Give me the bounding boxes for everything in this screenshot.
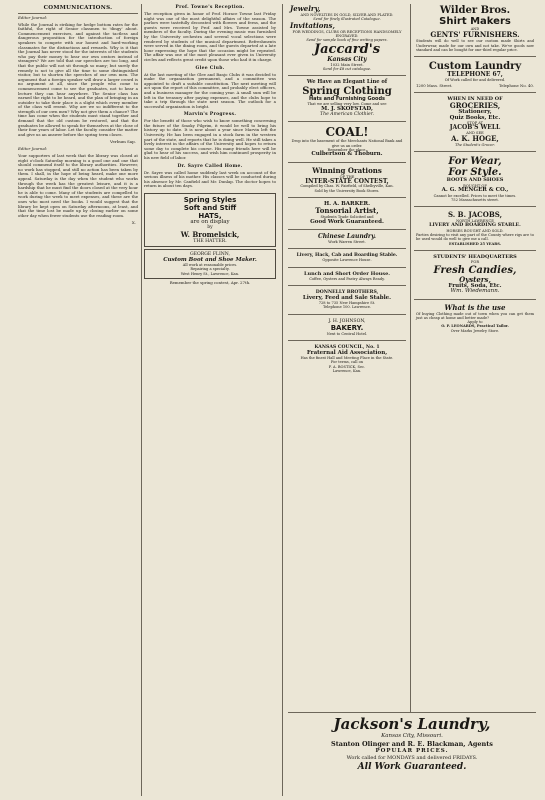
- column-rule: [410, 4, 411, 796]
- ad-line: STOP AT: [466, 121, 484, 126]
- ad-line: JACOB'S WELL: [449, 124, 501, 132]
- wilder-bros-advertisement: [414, 3, 536, 54]
- ad-line: Good Work Guaranteed.: [310, 218, 384, 225]
- ad-line: O. P. LEONARDS, Practical Tailor.: [441, 324, 509, 329]
- ad-line: GROCERIES,: [449, 101, 501, 111]
- column-news: [144, 0, 276, 800]
- article-header: Dr. Sayre Called Home.: [177, 163, 243, 169]
- ad-line: AND NOVELTIES IN GOLD, SILVER AND PLATED.: [300, 13, 394, 17]
- tailor-advertisement: [414, 302, 536, 335]
- livery-advertisement: [288, 251, 406, 265]
- letter-signature: Verbum Sap.: [110, 139, 136, 145]
- divider: [288, 248, 406, 249]
- ad-line: Has the finest Hall and Meeting Place in the State.: [300, 356, 394, 361]
- ad-line: Soft and Stiff: [183, 204, 237, 212]
- divider: [288, 162, 406, 163]
- ad-line: DONNELLY BROTHERS,: [315, 290, 379, 296]
- ad-line: TELEPHONE 67,: [447, 71, 503, 79]
- ad-line: NORTH LAWRENCE: [456, 219, 494, 224]
- divider: [288, 340, 406, 341]
- ad-line: HORSES BOUGHT AND SOLD.: [446, 228, 504, 233]
- ad-line: KANSAS COUNCIL, No. 1: [314, 345, 380, 351]
- divider: [18, 13, 138, 14]
- ad-line: Spring Clothing: [302, 85, 392, 97]
- ad-line: 1200 Mass. Street.: [416, 82, 453, 88]
- divider: [414, 151, 536, 152]
- ad-line: Coffee, Oysters and Pastry Always Ready.: [309, 276, 385, 281]
- ad-line: Lunch and Short Order House.: [303, 270, 391, 277]
- ad-line: Hats and Furnishing Goods: [308, 95, 386, 102]
- article-header: Prof. Towne's Reception.: [175, 5, 245, 10]
- ad-line: M. J. SKOFSTAD,: [321, 105, 373, 112]
- letter-body: Your supporters of last week that the library was closed at eight o'clock Saturday morning is a good one and one that should commend itself to the library authorities. However, no work has stopped, and still no action has been taken by them. I shall, in the hope of being heard, make one more appeal. Saturday is the day when the student who works through the week has the greatest leisure, and it is a hardship that he must find the doors closed at the very hour he is able to come. Many of the students are compelled to work during the week to meet expenses, and these are the ones who most need the books. I would suggest that the library be kept open on Saturday afternoons, at least, and that the time lost be made up by closing earlier on some other day when fewer students use the reading room.: [18, 153, 138, 218]
- divider: [288, 229, 406, 230]
- article-body: The reception given in honor of Prof. Horace Towne last Friday night was one of the most delightful affairs of the season. The parlors were tastefully decorated with flowers and ferns, and the guests were received by Prof. and Mrs. Towne assisted by members of the faculty. During the evening music was furnished by the University orchestra and several vocal selections were rendered by students of the musical department. Refreshments were served in the dining room, and the guests departed at a late hour expressing the hope that the occasion might be repeated. The affair was one of the most pleasant ever given in University circles and reflects great credit upon those who had it in charge.: [144, 11, 276, 62]
- jewelry-advertisement: [288, 3, 406, 73]
- ad-line: Repairing a specialty.: [190, 267, 230, 272]
- ad-line: POPULAR PRICES.: [375, 748, 449, 754]
- divider: [414, 206, 536, 207]
- ad-line: Work called for MONDAYS and delivered FRIDAYS.: [346, 755, 478, 761]
- letter-salutation: Editor Journal:: [18, 146, 48, 152]
- ad-line: FOR WEDDINGS, CLUBS OR RECEPTIONS HANDSOMELY ENGRAVED.: [292, 29, 402, 38]
- ad-line: Over Marks Jewelry Store.: [450, 328, 500, 333]
- ad-line: Next to Central Hotel.: [326, 332, 368, 337]
- column-ads-center: [288, 0, 406, 800]
- ad-line: BOOTS AND SHOES: [446, 177, 504, 184]
- ad-line: Telephone No. 40.: [498, 82, 534, 88]
- divider: [288, 267, 406, 268]
- ad-line: Invitations,: [290, 20, 335, 30]
- ad-line: Oysters,: [459, 274, 491, 284]
- laundry-advertisement: [288, 232, 406, 246]
- candies-advertisement: [414, 253, 536, 297]
- ad-line: Apply to: [467, 320, 483, 325]
- ad-line: Drop into the basement of the Merchants National Bank and give us an order.: [291, 139, 403, 148]
- ad-line: Of Work called for and delivered.: [444, 77, 506, 82]
- jaccards-logo: Jaccard's: [313, 42, 381, 58]
- ad-line: All Work Guaranteed.: [357, 762, 467, 772]
- ad-line: Stanton Olinger and R. E. Blackman, Agents: [331, 740, 493, 748]
- ad-line: Culbertson & Thoburn.: [311, 151, 383, 158]
- hat-advertisement: [144, 193, 276, 247]
- ad-line: FOR: [470, 260, 480, 265]
- column-ads-right: [414, 0, 536, 800]
- ad-line: Fruits, Soda, Etc.: [448, 282, 502, 289]
- ad-line: A. G. MENGER & CO.,: [441, 187, 509, 194]
- ad-line: Students will do well to see our custom made Shirts and Underwear, made for our own and not take. We've goods now standard and can be bought for one-third regular price.: [416, 39, 534, 52]
- ad-line: Winning Orations: [312, 165, 382, 175]
- ad-line: H. A. BARKER.: [323, 201, 371, 207]
- letter-signature: X.: [131, 220, 136, 226]
- column-communications: [18, 0, 138, 800]
- ad-name: W. Bromelsick,: [180, 229, 240, 239]
- ad-line: For Wear,: [448, 156, 502, 168]
- ad-line: Telephone 100. Lawrence.: [322, 305, 372, 310]
- ad-line: OF THE: [339, 174, 355, 179]
- ad-line: A. K. HOGE,: [451, 134, 499, 144]
- ad-line: Fresh Candies,: [433, 264, 517, 276]
- ad-line: Tonsorial Artist,: [315, 206, 379, 216]
- ad-line: GENTS' FURNISHERS.: [430, 30, 520, 40]
- jacobs-advertisement: [414, 209, 536, 248]
- ad-line: HATS,: [198, 212, 222, 220]
- ad-line: For Style.: [448, 167, 502, 179]
- ad-line: Remember the place.: [327, 148, 367, 152]
- column-rule: [282, 4, 283, 796]
- ad-line: 752 Massachusetts street.: [451, 197, 499, 202]
- ad-line: For terms, call on: [330, 360, 364, 365]
- ad-line: AND: [470, 27, 480, 31]
- ad-line: Lawrence, Kan.: [332, 369, 362, 374]
- shoes-advertisement: [414, 154, 536, 204]
- ad-line: Fraternal Aid Association,: [306, 349, 388, 356]
- ad-line: Kansas City, Missouri.: [381, 733, 443, 739]
- ad-line: Send for sample book of fine writing papers.: [306, 38, 388, 43]
- ad-line: Spring Styles: [183, 196, 237, 204]
- ad-line: We Have an Elegant Line of: [306, 79, 388, 86]
- ad-line: Custom Boot and Shoe Maker.: [163, 256, 257, 263]
- ad-line: S. B. JACOBS,: [447, 210, 503, 220]
- article-body: Dr. Sayre was called home suddenly last week on account of the serious illness of his mother. His classes will be conducted during his absence by Mr. Canfield and Mr. Dunlap. The doctor hopes to return in about ten days.: [144, 169, 276, 189]
- ad-line: Send for 48 cut catalogue.: [322, 67, 372, 72]
- orations-advertisement: [288, 165, 406, 195]
- ad-line: Jackson's Laundry,: [333, 715, 491, 733]
- divider: [414, 250, 536, 251]
- clothing-advertisement: [288, 78, 406, 119]
- divider: [414, 299, 536, 300]
- ad-address-row: [416, 83, 534, 88]
- ad-line: BOUGHT OF: [463, 183, 487, 188]
- ad-line: COAL!: [325, 125, 369, 140]
- ad-line: The Student's Grocer.: [455, 143, 495, 148]
- coal-advertisement: [288, 124, 406, 159]
- ad-line: are on display: [190, 219, 230, 225]
- ad-line: Students Trade Solicited and: [320, 215, 374, 220]
- ad-line: 728 to 735 New Hampshire St.: [318, 301, 376, 306]
- shoe-advertisement: [144, 249, 276, 279]
- divider: [414, 92, 536, 93]
- ad-line: The American Clothier.: [320, 112, 374, 117]
- divider: [288, 197, 406, 198]
- ad-line: Stationery,: [458, 109, 492, 116]
- ad-line: All work at reasonable prices.: [182, 263, 238, 268]
- section-header: COMMUNICATIONS.: [43, 5, 113, 11]
- donnelly-advertisement: [288, 288, 406, 311]
- ad-line: What is the use: [444, 302, 506, 312]
- article-body: At the last meeting of the Glee and Banjo Clubs it was decided to make the organization permanent, and a committee was appointed to draft a suitable constitution. The next meeting will act upon the report of this committee, and probably elect officers, and a business manager for the coming year. A small sum will be left in the treasury after paying expenses, and the clubs hope to take a trip through the state next season. The outlook for a successful organization is bright.: [144, 71, 276, 109]
- ad-line: Custom Laundry: [428, 61, 522, 73]
- divider: [288, 314, 406, 315]
- ad-line: STUDENTS' HEADQUARTERS: [433, 254, 517, 260]
- custom-laundry-advertisement: [414, 59, 536, 90]
- divider: [288, 285, 406, 286]
- article-header: Glee Club.: [195, 65, 225, 71]
- ad-line: Livery, Feed and Sale Stable.: [302, 294, 392, 301]
- ad-line: Opposite Lawrence House.: [322, 258, 372, 263]
- lunch-advertisement: [288, 270, 406, 284]
- fraternal-advertisement: [288, 343, 406, 375]
- article-body: For the benefit of those who wish to know something concerning the future of the Smoky Pilgrim, it would be well to bring his history up to date. It is now about a year since Marvin left the University. He has been engaged in a stock farm in the western part of the state, and reports that he is doing well. He still takes a lively interest in the affairs of the University and hopes to return some day to complete his course. His many friends here will be glad to hear of his success, and wish him continued prosperity in his new field of labor.: [144, 118, 276, 161]
- ad-line: GEORGE FLINN,: [190, 252, 230, 258]
- divider: [414, 56, 536, 57]
- ad-line: Compiled by Chas. W. Fairfield, of Shelbyville, Kan.: [300, 184, 394, 189]
- ad-line: AND SEE: [466, 130, 484, 135]
- divider: [288, 75, 406, 76]
- ad-line: Parties desiring to visit any part of the County where rigs are to be used would do well to give me a call.: [416, 233, 534, 242]
- article-header: Marvin's Progress.: [183, 112, 237, 118]
- ad-line: Of buying Clothing made out of town when you can get them just as cheap at home and better made?: [416, 311, 534, 320]
- ad-line: by: [207, 225, 213, 231]
- column-rule: [141, 4, 142, 796]
- ad-line: Chinese Laundry.: [318, 233, 376, 241]
- letter-salutation: Editor Journal:: [18, 15, 48, 20]
- ad-line: THE HATTER.: [193, 238, 227, 244]
- ad-line: Livery, Hack, Cab and Boarding Stable.: [296, 252, 398, 258]
- ad-line: ESTABLISHED 25 YEARS.: [449, 241, 501, 246]
- bakery-advertisement: [288, 317, 406, 339]
- footer-note: Remember the spring contest, Apr. 27th.: [169, 279, 251, 285]
- ad-line: Work Warren Street.: [328, 239, 366, 244]
- ad-line: That we are selling very low. Come and see: [307, 102, 387, 107]
- barber-advertisement: [288, 200, 406, 227]
- ad-line: F. A. BOSTICK, Sec.: [328, 364, 366, 369]
- ad-line: 1032 Main Street.: [330, 62, 364, 67]
- ad-line: Kansas City: [327, 56, 367, 64]
- ad-line: Send for finely illustrated Catalogue.: [313, 17, 381, 22]
- ad-line: Quiz Books, Etc.: [449, 114, 501, 121]
- ad-line: INTER-STATE CONTEST,: [305, 178, 389, 185]
- ad-line: Sold by the University Book Stores.: [314, 188, 380, 193]
- ad-line: BAKERY.: [330, 324, 364, 333]
- jacksons-laundry-advertisement: [288, 712, 536, 797]
- ad-line: WHEN IN NEED OF: [447, 95, 503, 102]
- ad-line: Shirt Makers: [439, 16, 511, 27]
- letter-body: While the Journal is striking for hedge bottom rates for the faithful, the right of Senior classmen to 'dingy' about. Commencement exercises, and against the tactless and dangerous proposition for the introduction of foreign speakers to compete with our honest and hard-working classmates for the distinctions and rewards. Why is it that the Journal has never stood for the interests of the students who pay their money to hear our own orators instead of strangers? We are told that our speeches are too long, and that the public will not sit through so many; but surely the remedy is not to give all the time to some distinguished visitor, but to shorten the speeches of our own men. The argument that a foreign speaker will draw a larger crowd is no argument at all, since the people who come to commencement come to see the graduates, not to hear a lecture they can hear anywhere. The Senior class has earned the right to be heard, and the plan of bringing in an outsider to take their place is a slight which every member of the class will resent. Why are we so indifferent to the strength of our own men? Why not give them a chance? The time has come when the students must stand together and demand that the old custom be restored, and that the graduates be allowed to speak for themselves at the close of their four years of labor. Let the faculty consider the matter and give us an answer before the spring term closes.: [18, 21, 138, 137]
- grocer-advertisement: [414, 95, 536, 150]
- ad-line: Jewelry,: [290, 4, 321, 13]
- ad-line: Wm. Wiedemann.: [450, 288, 500, 295]
- ad-line: West Henry St., Lawrence, Kan.: [180, 271, 240, 276]
- ad-line: Wilder Bros.: [439, 5, 511, 16]
- ad-line: LIVERY AND BOARDING STABLE.: [429, 222, 521, 229]
- divider: [288, 121, 406, 122]
- ad-line: Cannot be excelled. Prices to meet the times.: [433, 193, 517, 198]
- ad-line: J. H. JOHNSON,: [328, 318, 366, 324]
